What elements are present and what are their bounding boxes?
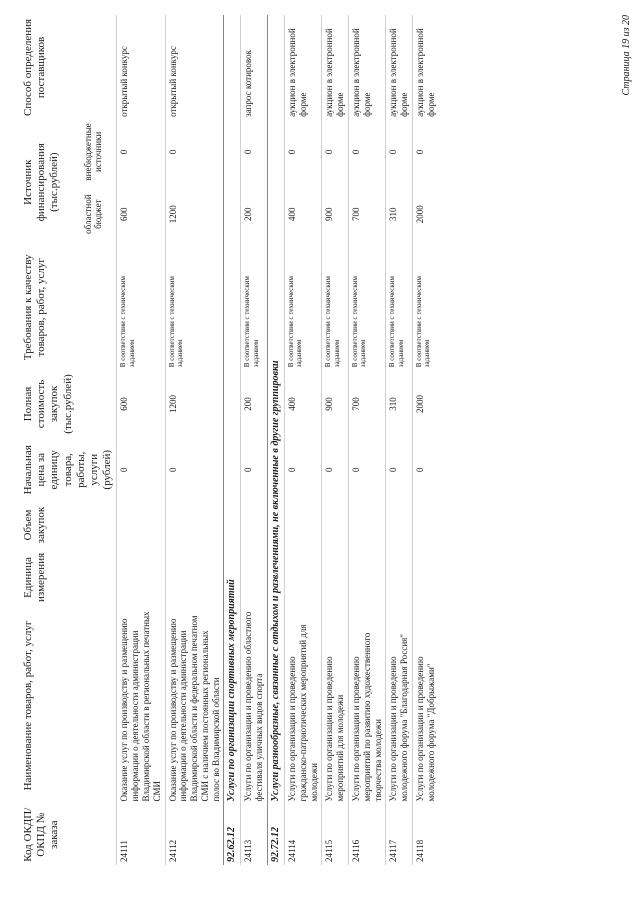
cell-name: Услуги по организации и проведению мероприятий по развитию художественного творчества молодежи bbox=[349, 607, 386, 805]
cell-start-price: 0 bbox=[386, 438, 413, 502]
cell-volume bbox=[241, 502, 268, 549]
cell-total-cost: 2000 bbox=[413, 370, 439, 438]
cell-total-cost: 600 bbox=[117, 370, 165, 438]
cell-name: Услуги по организации и проведению гражданско-патриотических мероприятий для молодежи bbox=[285, 607, 322, 805]
cell-requirements: В соответствии с техническим заданием bbox=[413, 244, 439, 370]
cell-extrabudget: 0 bbox=[413, 120, 439, 184]
cell-code: 24114 bbox=[285, 804, 322, 865]
cell-start-price: 0 bbox=[349, 438, 386, 502]
col-header-requirements: Требования к качеству товаров, работ, услуг bbox=[22, 254, 48, 361]
cell-regional-budget: 200 bbox=[241, 184, 268, 245]
section-code: 92.62.12 bbox=[224, 804, 241, 865]
cell-volume bbox=[322, 502, 349, 549]
table-row bbox=[241, 15, 268, 865]
cell-code: 24111 bbox=[117, 804, 165, 865]
cell-total-cost: 400 bbox=[285, 370, 322, 438]
cell-requirements: В соответствии с техническим заданием bbox=[285, 244, 322, 370]
cell-method: аукцион в электронной форме bbox=[322, 15, 349, 120]
cell-requirements: В соответствии с техническим заданием bbox=[241, 244, 268, 370]
col-header-name: Наименование товаров, работ, услуг bbox=[22, 620, 34, 791]
cell-requirements: В соответствии с техническим заданием bbox=[117, 244, 165, 370]
cell-extrabudget: 0 bbox=[349, 120, 386, 184]
table-row bbox=[413, 15, 439, 865]
cell-regional-budget: 2000 bbox=[413, 184, 439, 245]
col-header-funding: Источник финансирования (тыс.рублей) bbox=[22, 143, 61, 222]
cell-volume bbox=[386, 502, 413, 549]
table-row bbox=[322, 15, 349, 865]
table-body bbox=[117, 15, 439, 865]
cell-regional-budget: 1200 bbox=[165, 184, 224, 245]
col-header-method: Способ определения поставщиков bbox=[22, 18, 48, 116]
cell-name: Оказание услуг по производству и размещению информации о деятельности администрации Владимирской области в региональных печатных СМИ bbox=[117, 607, 165, 805]
cell-code: 24116 bbox=[349, 804, 386, 865]
cell-start-price: 0 bbox=[322, 438, 349, 502]
cell-volume bbox=[285, 502, 322, 549]
table-row bbox=[285, 15, 322, 865]
cell-name: Услуги по организации и проведению молодежного форума "Добрыжами" bbox=[413, 607, 439, 805]
table-row bbox=[386, 15, 413, 865]
cell-method: аукцион в электронной форме bbox=[413, 15, 439, 120]
cell-method: открытый конкурс bbox=[117, 15, 165, 120]
col-header-unit: Единица измерения bbox=[22, 552, 48, 602]
cell-method: аукцион в электронной форме bbox=[285, 15, 322, 120]
cell-code: 24117 bbox=[386, 804, 413, 865]
table-row bbox=[117, 15, 165, 865]
cell-name: Услуги по организации и проведению молодежного форума "Благодарная Россия" bbox=[386, 607, 413, 805]
cell-start-price: 0 bbox=[241, 438, 268, 502]
cell-total-cost: 200 bbox=[241, 370, 268, 438]
cell-requirements: В соответствии с техническим заданием bbox=[322, 244, 349, 370]
cell-unit bbox=[165, 548, 224, 606]
col-header-total-cost: Полная стоимость закупок (тыс.рублей) bbox=[22, 374, 74, 434]
cell-regional-budget: 600 bbox=[117, 184, 165, 245]
col-header-start-price: Начальная цена за единицу товара, работы, услуги (рублей) bbox=[22, 445, 114, 495]
cell-regional-budget: 310 bbox=[386, 184, 413, 245]
cell-regional-budget: 900 bbox=[322, 184, 349, 245]
cell-unit bbox=[285, 548, 322, 606]
section-row bbox=[268, 15, 285, 865]
cell-extrabudget: 0 bbox=[386, 120, 413, 184]
cell-name: Услуги по организации и проведению областного фестиваля уличных видов спорта bbox=[241, 607, 268, 805]
cell-code: 24113 bbox=[241, 804, 268, 865]
cell-total-cost: 700 bbox=[349, 370, 386, 438]
section-title: Услуги разнообразные, связанные с отдыхом и развлечениями, не включенные в другие группировки bbox=[268, 15, 285, 804]
cell-name: Оказание услуг по производству и размещению информации о деятельности администрации Владимирской области и федеральном печатном СМИ с наличием постоянных региональных полос во Владимирской области bbox=[165, 607, 224, 805]
cell-volume bbox=[117, 502, 165, 549]
cell-unit bbox=[241, 548, 268, 606]
cell-unit bbox=[322, 548, 349, 606]
cell-name: Услуги по организации и проведению мероприятий для молодежи bbox=[322, 607, 349, 805]
cell-extrabudget: 0 bbox=[241, 120, 268, 184]
cell-code: 24112 bbox=[165, 804, 224, 865]
cell-requirements: В соответствии с техническим заданием bbox=[349, 244, 386, 370]
cell-extrabudget: 0 bbox=[285, 120, 322, 184]
cell-volume bbox=[165, 502, 224, 549]
cell-extrabudget: 0 bbox=[322, 120, 349, 184]
header-row bbox=[20, 15, 81, 865]
cell-method: запрос котировок bbox=[241, 15, 268, 120]
cell-extrabudget: 0 bbox=[165, 120, 224, 184]
cell-total-cost: 900 bbox=[322, 370, 349, 438]
cell-requirements: В соответствии с техническим заданием bbox=[386, 244, 413, 370]
cell-unit bbox=[349, 548, 386, 606]
cell-unit bbox=[386, 548, 413, 606]
cell-start-price: 0 bbox=[413, 438, 439, 502]
cell-start-price: 0 bbox=[285, 438, 322, 502]
cell-total-cost: 1200 bbox=[165, 370, 224, 438]
page-number: Страница 19 из 20 bbox=[621, 15, 632, 96]
cell-volume bbox=[413, 502, 439, 549]
section-row bbox=[224, 15, 241, 865]
section-code: 92.72.12 bbox=[268, 804, 285, 865]
cell-code: 24118 bbox=[413, 804, 439, 865]
col-header-regional-budget: областной бюджет bbox=[82, 194, 104, 234]
cell-regional-budget: 700 bbox=[349, 184, 386, 245]
procurement-table bbox=[20, 15, 439, 865]
cell-regional-budget: 400 bbox=[285, 184, 322, 245]
table-row bbox=[349, 15, 386, 865]
cell-start-price: 0 bbox=[117, 438, 165, 502]
section-title: Услуги по организации спортивных мероприятий bbox=[224, 15, 241, 804]
cell-volume bbox=[349, 502, 386, 549]
cell-total-cost: 310 bbox=[386, 370, 413, 438]
cell-method: открытый конкурс bbox=[165, 15, 224, 120]
col-header-volume: Объем закупок bbox=[22, 506, 48, 544]
cell-requirements: В соответствии с техническим заданием bbox=[165, 244, 224, 370]
cell-unit bbox=[413, 548, 439, 606]
cell-unit bbox=[117, 548, 165, 606]
cell-start-price: 0 bbox=[165, 438, 224, 502]
cell-extrabudget: 0 bbox=[117, 120, 165, 184]
cell-code: 24115 bbox=[322, 804, 349, 865]
col-header-extrabudget: внебюджетные источники bbox=[82, 123, 104, 181]
col-header-code: Код ОКДП/ ОКПД № заказа bbox=[22, 807, 61, 862]
table-row bbox=[165, 15, 224, 865]
cell-method: аукцион в электронной форме bbox=[386, 15, 413, 120]
cell-method: аукцион в электронной форме bbox=[349, 15, 386, 120]
